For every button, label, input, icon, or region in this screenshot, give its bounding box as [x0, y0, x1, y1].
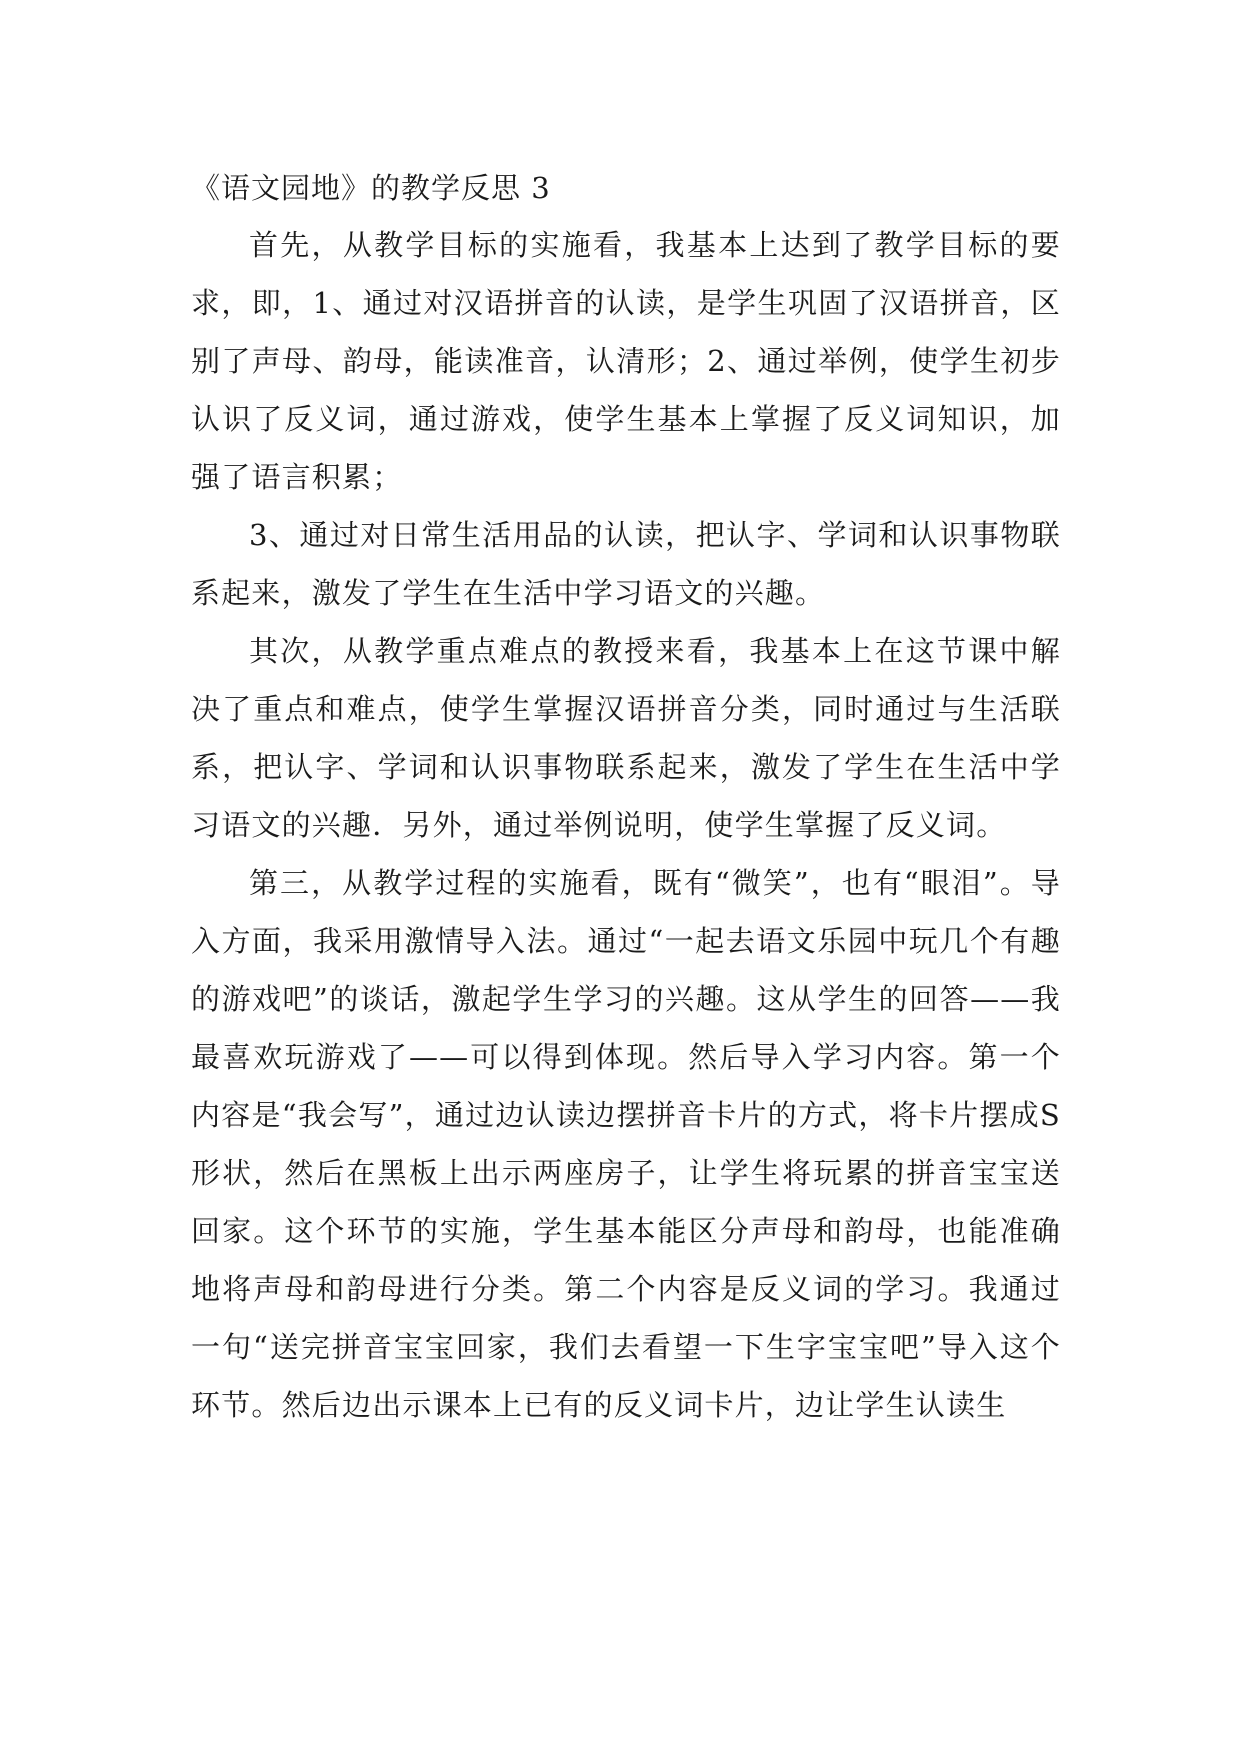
paragraph-2: 3、通过对日常生活用品的认读，把认字、学词和认识事物联系起来，激发了学生在生活中学习语文的兴趣。 — [191, 518, 1061, 610]
paragraph-4: 第三，从教学过程的实施看，既有“微笑”，也有“眼泪”。导入方面，我采用激情导入法。通过“一起去语文乐园中玩几个有趣的游戏吧”的谈话，激起学生学习的兴趣。这从学生的回答——我最喜欢玩游戏了——可以得到体现。然后导入学习内容。第一个内容是“我会写”，通过边认读边摆拼音卡片的方式，将卡片摆成S形状，然后在黑板上出示两座房子，让学生将玩累的拼音宝宝送回家。这个环节的实施，学生基本能区分声母和韵母，也能准确地将声母和韵母进行分类。第二个内容是反义词的学习。我通过一句“送完拼音宝宝回家，我们去看望一下生字宝宝吧”导入这个环节。然后边出示课本上已有的反义词卡片，边让学生认读生 — [191, 866, 1061, 1422]
paragraph-3: 其次，从教学重点难点的教授来看，我基本上在这节课中解决了重点和难点，使学生掌握汉语拼音分类，同时通过与生活联系，把认字、学词和认识事物联系起来，激发了学生在生活中学习语文的兴趣．另外，通过举例说明，使学生掌握了反义词。 — [191, 634, 1061, 842]
paragraph-1: 首先，从教学目标的实施看，我基本上达到了教学目标的要求，即，1、通过对汉语拼音的认读，是学生巩固了汉语拼音，区别了声母、韵母，能读准音，认清形；2、通过举例，使学生初步认识了反义词，通过游戏，使学生基本上掌握了反义词知识，加强了语言积累； — [191, 228, 1061, 494]
document-body — [191, 160, 1061, 1434]
document-title: 《语文园地》的教学反思 3 — [191, 171, 551, 205]
